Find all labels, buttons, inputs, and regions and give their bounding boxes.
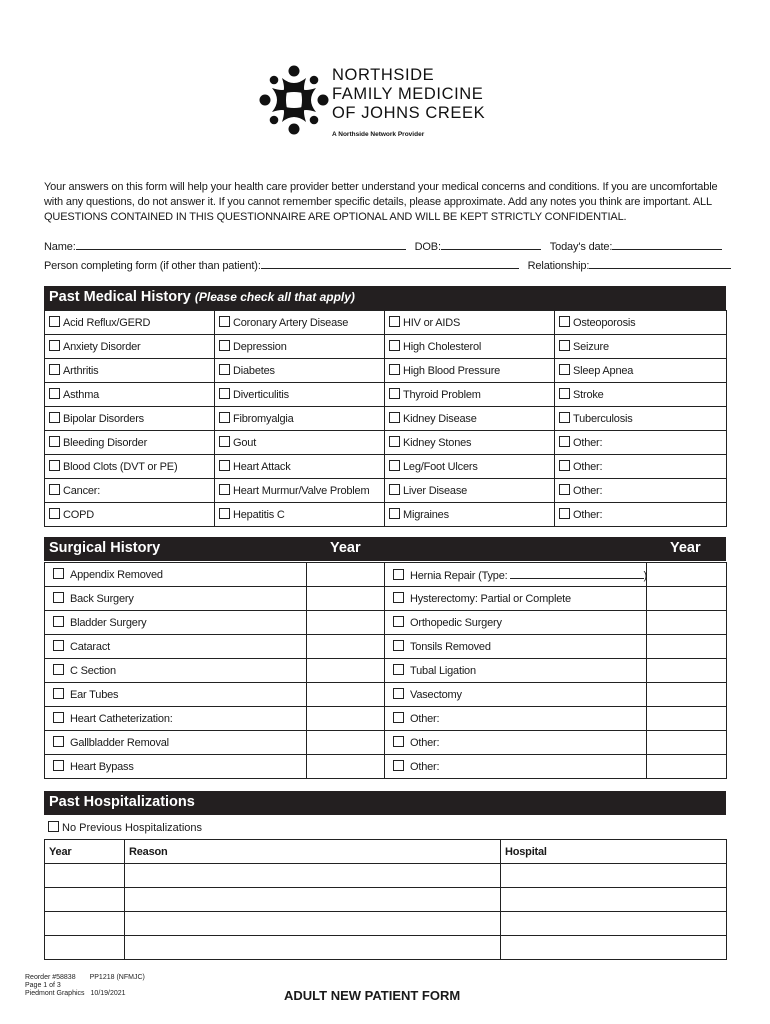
condition-label: Bipolar Disorders — [63, 413, 144, 425]
surgery-option[interactable] — [45, 755, 307, 779]
checkbox[interactable] — [559, 340, 570, 351]
checkbox[interactable] — [389, 316, 400, 327]
checkbox[interactable] — [48, 821, 59, 832]
surgery-label: Tubal Ligation — [410, 665, 476, 677]
surgery-label: Hysterectomy: Partial or Complete — [410, 593, 571, 605]
condition-option[interactable] — [385, 431, 555, 455]
surgery-label: Heart Bypass — [70, 761, 134, 773]
medical-history-table — [44, 310, 727, 527]
checkbox[interactable] — [49, 412, 60, 423]
hospital-cell[interactable] — [501, 864, 727, 888]
condition-option[interactable] — [45, 431, 215, 455]
checkbox[interactable] — [49, 364, 60, 375]
checkbox[interactable] — [559, 364, 570, 375]
condition-label: Stroke — [573, 389, 604, 401]
reorder-number: Reorder #58838 — [25, 974, 76, 981]
checkbox[interactable] — [559, 316, 570, 327]
table-row — [45, 683, 727, 707]
year-cell[interactable] — [45, 912, 125, 936]
year-cell[interactable] — [647, 611, 727, 635]
checkbox[interactable] — [393, 688, 404, 699]
checkbox[interactable] — [53, 616, 64, 627]
surgery-label: Heart Catheterization: — [70, 713, 173, 725]
printer-name: Piedmont Graphics — [25, 990, 85, 997]
checkbox[interactable] — [393, 736, 404, 747]
checkbox[interactable] — [389, 508, 400, 519]
surgery-label: Gallbladder Removal — [70, 737, 169, 749]
checkbox[interactable] — [49, 388, 60, 399]
form-title: ADULT NEW PATIENT FORM — [284, 988, 461, 1003]
condition-label: Diverticulitis — [233, 389, 289, 401]
name-row — [44, 238, 722, 253]
table-row — [45, 659, 727, 683]
form-code: PP1218 (NFMJC) — [89, 974, 145, 981]
org-line-2: FAMILY MEDICINE — [332, 85, 484, 103]
checkbox[interactable] — [389, 484, 400, 495]
checkbox[interactable] — [49, 340, 60, 351]
condition-option[interactable] — [215, 407, 385, 431]
condition-label: Hepatitis C — [233, 509, 285, 521]
no-hospitalizations-option[interactable] — [48, 821, 202, 834]
checkbox[interactable] — [53, 688, 64, 699]
condition-label: Leg/Foot Ulcers — [403, 461, 478, 473]
condition-label: Migraines — [403, 509, 449, 521]
checkbox[interactable] — [53, 736, 64, 747]
condition-option[interactable] — [385, 335, 555, 359]
condition-label: Thyroid Problem — [403, 389, 481, 401]
surgery-label: Vasectomy — [410, 689, 462, 701]
surgery-option[interactable] — [385, 563, 647, 587]
year-cell[interactable] — [647, 587, 727, 611]
condition-option[interactable] — [45, 311, 215, 335]
year-cell[interactable] — [45, 888, 125, 912]
hospital-cell[interactable] — [501, 888, 727, 912]
condition-option[interactable] — [385, 503, 555, 527]
hospital-cell[interactable] — [501, 936, 727, 960]
condition-label: Liver Disease — [403, 485, 468, 497]
table-row — [45, 587, 727, 611]
surgery-option[interactable] — [45, 587, 307, 611]
hospitalizations-table — [44, 839, 727, 960]
condition-option[interactable] — [215, 359, 385, 383]
checkbox[interactable] — [389, 364, 400, 375]
surgery-label: Appendix Removed — [70, 569, 163, 581]
year-header: Year — [670, 540, 701, 556]
condition-label: Osteoporosis — [573, 317, 636, 329]
year-cell[interactable] — [647, 707, 727, 731]
date-label: Today's date: — [549, 241, 613, 253]
surgery-label: C Section — [70, 665, 116, 677]
condition-label: Tuberculosis — [573, 413, 633, 425]
condition-label: Bleeding Disorder — [63, 437, 148, 449]
todays-date-field[interactable] — [612, 238, 722, 250]
checkbox[interactable] — [219, 436, 230, 447]
section-title: Past Hospitalizations — [49, 794, 195, 810]
table-row — [45, 335, 727, 359]
surgery-option[interactable] — [385, 659, 647, 683]
checkbox[interactable] — [389, 340, 400, 351]
col-hospital: Hospital — [501, 840, 727, 864]
checkbox[interactable] — [559, 436, 570, 447]
checkbox[interactable] — [559, 412, 570, 423]
year-header: Year — [330, 540, 361, 556]
condition-label: Seizure — [573, 341, 609, 353]
condition-option[interactable] — [555, 503, 727, 527]
surgery-option[interactable] — [385, 611, 647, 635]
surgery-option[interactable] — [385, 707, 647, 731]
checkbox[interactable] — [53, 760, 64, 771]
checkbox[interactable] — [53, 664, 64, 675]
checkbox[interactable] — [393, 760, 404, 771]
table-row — [45, 431, 727, 455]
year-cell[interactable] — [647, 659, 727, 683]
relationship-field[interactable] — [589, 257, 731, 269]
person-completing-field[interactable] — [261, 257, 519, 269]
table-row — [45, 311, 727, 335]
condition-option[interactable] — [385, 359, 555, 383]
condition-label: Heart Murmur/Valve Problem — [233, 485, 370, 497]
year-cell[interactable] — [307, 707, 385, 731]
hernia-close: ) — [643, 570, 647, 582]
checkbox[interactable] — [559, 460, 570, 471]
condition-label: Fibromyalgia — [233, 413, 294, 425]
condition-label: Sleep Apnea — [573, 365, 634, 377]
checkbox[interactable] — [53, 568, 64, 579]
surgery-option[interactable] — [385, 755, 647, 779]
surgery-label: Orthopedic Surgery — [410, 617, 502, 629]
hospitalizations-header — [44, 791, 726, 815]
checkbox[interactable] — [559, 508, 570, 519]
checkbox[interactable] — [559, 484, 570, 495]
condition-option[interactable] — [215, 431, 385, 455]
condition-option[interactable] — [385, 455, 555, 479]
condition-option[interactable] — [555, 311, 727, 335]
table-row — [45, 383, 727, 407]
checkbox[interactable] — [219, 412, 230, 423]
checkbox[interactable] — [219, 484, 230, 495]
condition-option[interactable] — [215, 311, 385, 335]
table-row — [45, 359, 727, 383]
intro-line: with any questions, do not answer it. If you cannot remember specific details, please approximate. Add any notes you think are important. ALL — [44, 196, 712, 208]
checkbox[interactable] — [219, 508, 230, 519]
condition-option[interactable] — [555, 383, 727, 407]
year-cell[interactable] — [647, 635, 727, 659]
checkbox[interactable] — [389, 460, 400, 471]
intro-line: QUESTIONS CONTAINED IN THIS QUESTIONNAIRE ARE OPTIONAL AND WILL BE KEPT STRICTLY CONFIDENTIAL. — [44, 211, 627, 223]
condition-option[interactable] — [555, 455, 727, 479]
condition-option[interactable] — [45, 479, 215, 503]
reason-cell[interactable] — [125, 936, 501, 960]
surgery-option[interactable] — [45, 659, 307, 683]
page-number: Page 1 of 3 — [25, 982, 61, 989]
condition-label: Coronary Artery Disease — [233, 317, 349, 329]
checkbox[interactable] — [219, 388, 230, 399]
checkbox[interactable] — [49, 484, 60, 495]
condition-option[interactable] — [385, 407, 555, 431]
checkbox[interactable] — [389, 436, 400, 447]
year-cell[interactable] — [647, 731, 727, 755]
condition-option[interactable] — [555, 407, 727, 431]
surgery-label: Ear Tubes — [70, 689, 119, 701]
surgery-option[interactable] — [385, 587, 647, 611]
condition-label: Depression — [233, 341, 287, 353]
condition-label: Gout — [233, 437, 257, 449]
year-cell[interactable] — [307, 683, 385, 707]
year-cell[interactable] — [307, 731, 385, 755]
northside-figures-logo-icon — [258, 64, 330, 136]
print-date: 10/19/2021 — [90, 990, 126, 997]
year-cell[interactable] — [307, 755, 385, 779]
surgical-history-table — [44, 562, 727, 779]
section-subtitle: (Please check all that apply) — [194, 290, 355, 304]
name-field[interactable] — [76, 238, 406, 250]
condition-label: Other: — [573, 461, 603, 473]
condition-label: Anxiety Disorder — [63, 341, 141, 353]
checkbox[interactable] — [49, 508, 60, 519]
condition-label: Blood Clots (DVT or PE) — [63, 461, 178, 473]
condition-option[interactable] — [215, 479, 385, 503]
year-cell[interactable] — [647, 563, 727, 587]
year-cell[interactable] — [307, 659, 385, 683]
col-reason: Reason — [125, 840, 501, 864]
surgery-option[interactable] — [45, 611, 307, 635]
section-title: Surgical History — [49, 540, 161, 556]
surgery-label: Other: — [410, 761, 440, 773]
checkbox[interactable] — [219, 364, 230, 375]
condition-label: Other: — [573, 437, 603, 449]
medical-history-header — [44, 286, 726, 310]
hospital-cell[interactable] — [501, 912, 727, 936]
surgery-label: Hernia Repair (Type: — [410, 570, 508, 582]
surgery-option[interactable] — [45, 683, 307, 707]
condition-label: Arthritis — [63, 365, 99, 377]
condition-label: Other: — [573, 509, 603, 521]
table-row — [45, 455, 727, 479]
table-header-row — [45, 840, 727, 864]
table-row — [45, 503, 727, 527]
checkbox[interactable] — [389, 412, 400, 423]
person-label: Person completing form (if other than patient): — [44, 260, 261, 272]
intro-line: Your answers on this form will help your health care provider better understand your medical concerns and conditions. If you are uncomfortable — [44, 181, 718, 193]
surgery-label: Other: — [410, 737, 440, 749]
org-line-1: NORTHSIDE — [332, 66, 435, 84]
table-row — [45, 936, 727, 960]
checkbox[interactable] — [219, 340, 230, 351]
surgery-label: Other: — [410, 713, 440, 725]
section-title: Past Medical History — [49, 289, 191, 305]
table-row — [45, 635, 727, 659]
surgery-option[interactable] — [45, 707, 307, 731]
condition-option[interactable] — [215, 455, 385, 479]
surgery-label: Cataract — [70, 641, 110, 653]
checkbox[interactable] — [393, 616, 404, 627]
surgery-option[interactable] — [45, 731, 307, 755]
table-row — [45, 407, 727, 431]
condition-label: Cancer: — [63, 485, 101, 497]
table-row — [45, 888, 727, 912]
checkbox[interactable] — [393, 569, 404, 580]
condition-option[interactable] — [555, 335, 727, 359]
condition-label: COPD — [63, 509, 94, 521]
person-row — [44, 257, 731, 272]
condition-label: Other: — [573, 485, 603, 497]
table-row — [45, 707, 727, 731]
condition-option[interactable] — [45, 359, 215, 383]
reason-cell[interactable] — [125, 888, 501, 912]
surgery-option[interactable] — [385, 635, 647, 659]
year-cell[interactable] — [647, 755, 727, 779]
checkbox[interactable] — [393, 712, 404, 723]
condition-label: Diabetes — [233, 365, 275, 377]
checkbox[interactable] — [393, 664, 404, 675]
checkbox[interactable] — [393, 592, 404, 603]
surgical-history-header — [44, 537, 726, 561]
table-row — [45, 864, 727, 888]
checkbox[interactable] — [49, 436, 60, 447]
option-label: No Previous Hospitalizations — [62, 822, 203, 834]
checkbox[interactable] — [53, 592, 64, 603]
condition-option[interactable] — [45, 383, 215, 407]
condition-option[interactable] — [215, 335, 385, 359]
surgery-option[interactable] — [385, 731, 647, 755]
reason-cell[interactable] — [125, 864, 501, 888]
condition-option[interactable] — [385, 383, 555, 407]
surgery-label: Back Surgery — [70, 593, 134, 605]
tagline: A Northside Network Provider — [332, 131, 425, 138]
condition-label: Acid Reflux/GERD — [63, 317, 151, 329]
condition-label: High Cholesterol — [403, 341, 482, 353]
table-row — [45, 479, 727, 503]
surgery-option[interactable] — [45, 635, 307, 659]
checkbox[interactable] — [49, 316, 60, 327]
condition-option[interactable] — [45, 335, 215, 359]
org-line-3: OF JOHNS CREEK — [332, 104, 486, 122]
checkbox[interactable] — [389, 388, 400, 399]
checkbox[interactable] — [219, 316, 230, 327]
condition-label: Heart Attack — [233, 461, 291, 473]
condition-option[interactable] — [45, 407, 215, 431]
organization-name — [332, 66, 485, 123]
checkbox[interactable] — [53, 640, 64, 651]
table-row — [45, 912, 727, 936]
condition-option[interactable] — [555, 359, 727, 383]
surgery-option[interactable] — [45, 563, 307, 587]
condition-option[interactable] — [385, 479, 555, 503]
checkbox[interactable] — [393, 640, 404, 651]
year-cell[interactable] — [307, 635, 385, 659]
checkbox[interactable] — [53, 712, 64, 723]
intro-paragraph — [44, 180, 728, 225]
condition-label: Kidney Stones — [403, 437, 472, 449]
condition-option[interactable] — [385, 311, 555, 335]
table-row — [45, 611, 727, 635]
year-cell[interactable] — [45, 864, 125, 888]
condition-option[interactable] — [555, 479, 727, 503]
year-cell[interactable] — [45, 936, 125, 960]
dob-label: DOB: — [414, 241, 441, 253]
footer-info — [25, 974, 145, 998]
condition-option[interactable] — [45, 503, 215, 527]
table-row — [45, 731, 727, 755]
table-row — [45, 755, 727, 779]
checkbox[interactable] — [49, 460, 60, 471]
year-cell[interactable] — [307, 587, 385, 611]
condition-option[interactable] — [215, 503, 385, 527]
dob-field[interactable] — [441, 238, 541, 250]
year-cell[interactable] — [307, 563, 385, 587]
condition-label: HIV or AIDS — [403, 317, 461, 329]
year-cell[interactable] — [647, 683, 727, 707]
condition-label: Kidney Disease — [403, 413, 477, 425]
name-label: Name: — [44, 241, 76, 253]
year-cell[interactable] — [307, 611, 385, 635]
condition-option[interactable] — [45, 455, 215, 479]
checkbox[interactable] — [559, 388, 570, 399]
surgery-option[interactable] — [385, 683, 647, 707]
surgery-label: Bladder Surgery — [70, 617, 147, 629]
reason-cell[interactable] — [125, 912, 501, 936]
condition-option[interactable] — [215, 383, 385, 407]
table-row — [45, 563, 727, 587]
surgery-label: Tonsils Removed — [410, 641, 491, 653]
relationship-label: Relationship: — [527, 260, 590, 272]
condition-option[interactable] — [555, 431, 727, 455]
checkbox[interactable] — [219, 460, 230, 471]
condition-label: Asthma — [63, 389, 100, 401]
col-year: Year — [45, 840, 125, 864]
condition-label: High Blood Pressure — [403, 365, 501, 377]
hernia-type-field[interactable] — [510, 567, 644, 579]
